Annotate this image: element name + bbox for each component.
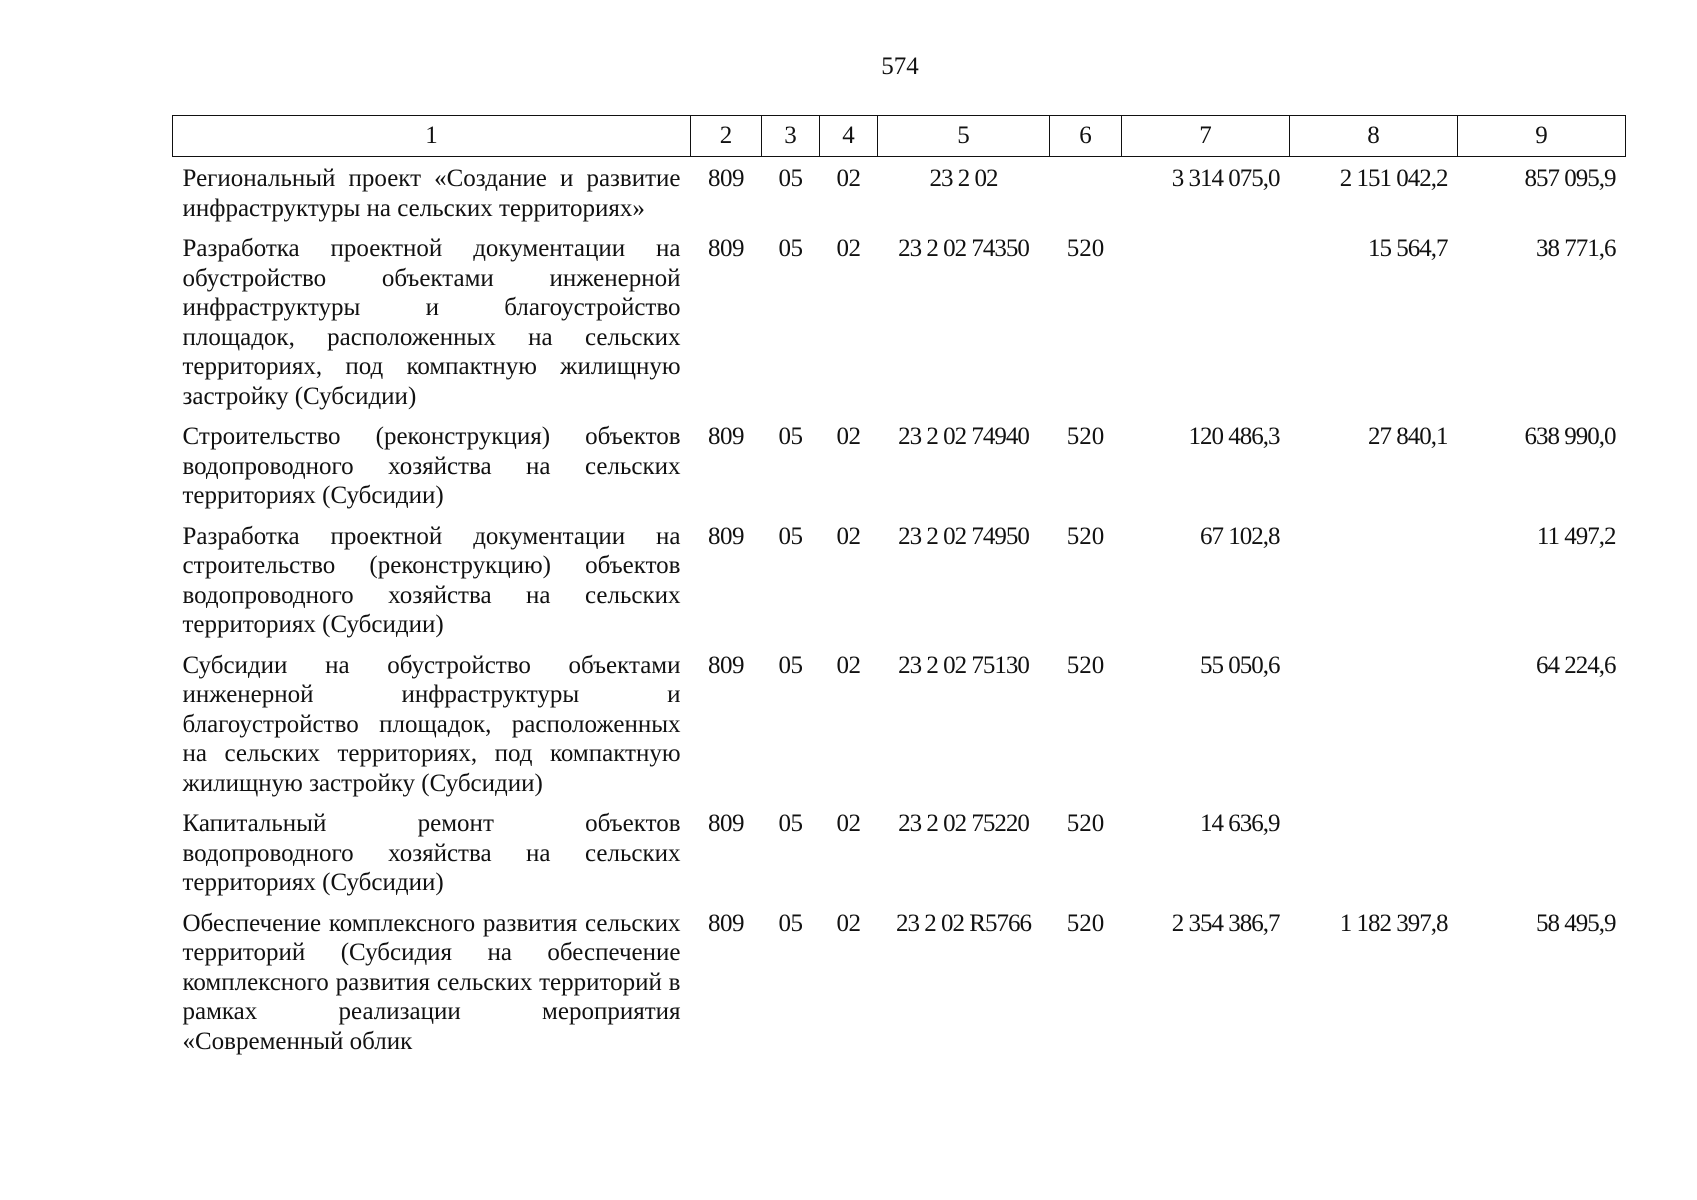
row-rz: 05 (778, 651, 803, 679)
row-name: Разработка проектной документации на строительство (реконструкцию) объектов водопроводного хозяйства на сельских территориях (Субсидии) (182, 522, 681, 638)
row-pr: 02 (836, 909, 861, 937)
row-vr (1050, 157, 1122, 228)
row-value-9: 857 095,9 (1524, 165, 1616, 192)
column-header: 3 (762, 116, 820, 157)
row-csr: 23 2 02 75220 (898, 810, 1029, 837)
page-number: 574 (881, 53, 919, 80)
row-value-9: 64 224,6 (1536, 651, 1616, 679)
column-number-header-row (173, 116, 1626, 157)
row-grbs: 809 (708, 810, 744, 837)
table-row (173, 415, 1626, 515)
row-grbs: 809 (708, 165, 744, 192)
row-rz: 05 (778, 522, 803, 550)
row-grbs: 809 (708, 423, 744, 450)
row-name: Обеспечение комплексного развития сельских территорий (Субсидия на обеспечение комплексного развития сельских территорий в рамках реализации мероприятия «Современный облик (182, 909, 681, 1055)
row-vr: 520 (1066, 423, 1105, 450)
row-csr: 23 2 02 74940 (898, 423, 1029, 450)
row-value-8: 1 182 397,8 (1339, 909, 1448, 937)
row-name: Региональный проект «Создание и развитие инфраструктуры на сельских территориях» (182, 165, 681, 222)
row-value-9: 58 495,9 (1536, 909, 1616, 937)
row-value-9 (1458, 802, 1626, 902)
row-rz: 05 (778, 165, 803, 192)
row-rz: 05 (778, 810, 803, 837)
row-value-8: 2 151 042,2 (1339, 165, 1448, 192)
row-value-7: 67 102,8 (1200, 522, 1280, 550)
row-name: Строительство (реконструкция) объектов водопроводного хозяйства на сельских территориях (Субсидии) (182, 423, 681, 509)
row-value-7: 3 314 075,0 (1171, 165, 1280, 192)
row-grbs: 809 (708, 651, 744, 679)
row-vr: 520 (1066, 235, 1105, 262)
row-grbs: 809 (708, 522, 744, 550)
row-grbs: 809 (708, 235, 744, 262)
row-value-7: 120 486,3 (1188, 423, 1280, 450)
table-row (173, 802, 1626, 902)
row-value-9: 638 990,0 (1524, 423, 1616, 450)
row-csr: 23 2 02 (929, 165, 998, 192)
table-row (173, 227, 1626, 415)
row-csr: 23 2 02 74350 (898, 235, 1029, 262)
column-header: 9 (1458, 116, 1626, 157)
column-header: 7 (1122, 116, 1290, 157)
column-header: 5 (878, 116, 1050, 157)
row-value-7: 55 050,6 (1200, 651, 1280, 679)
row-value-8 (1290, 515, 1458, 644)
row-vr: 520 (1066, 522, 1105, 550)
row-name: Капитальный ремонт объектов водопроводного хозяйства на сельских территориях (Субсидии) (182, 810, 681, 896)
column-header: 1 (173, 116, 691, 157)
row-name: Субсидии на обустройство объектами инженерной инфраструктуры и благоустройство площадок, расположенных на сельских территориях, под компактную жилищную застройку (Субсидии) (182, 651, 681, 797)
row-pr: 02 (836, 810, 861, 837)
row-vr: 520 (1066, 810, 1105, 837)
row-vr: 520 (1066, 651, 1105, 679)
row-value-8 (1290, 644, 1458, 803)
row-vr: 520 (1066, 909, 1105, 937)
table-row (173, 157, 1626, 228)
row-value-8: 15 564,7 (1368, 235, 1448, 262)
row-rz: 05 (778, 235, 803, 262)
row-rz: 05 (778, 909, 803, 937)
row-grbs: 809 (708, 909, 744, 937)
row-value-9: 11 497,2 (1536, 522, 1616, 550)
row-name: Разработка проектной документации на обустройство объектами инженерной инфраструктуры и благоустройство площадок, расположенных на сельских территориях, под компактную жилищную застройку (Субсидии) (182, 235, 681, 410)
table-row (173, 515, 1626, 644)
column-header: 2 (691, 116, 762, 157)
row-csr: 23 2 02 74950 (898, 522, 1029, 550)
row-csr: 23 2 02 75130 (898, 651, 1029, 679)
table-row (173, 644, 1626, 803)
row-value-8: 27 840,1 (1368, 423, 1448, 450)
row-pr: 02 (836, 235, 861, 262)
row-pr: 02 (836, 651, 861, 679)
budget-table (172, 115, 1626, 1060)
row-value-9: 38 771,6 (1536, 235, 1616, 262)
row-pr: 02 (836, 423, 861, 450)
row-value-7: 2 354 386,7 (1171, 909, 1280, 937)
column-header: 6 (1050, 116, 1122, 157)
row-csr: 23 2 02 R5766 (896, 909, 1031, 937)
row-value-8 (1290, 802, 1458, 902)
row-value-7: 14 636,9 (1200, 810, 1280, 837)
row-pr: 02 (836, 165, 861, 192)
row-rz: 05 (778, 423, 803, 450)
row-pr: 02 (836, 522, 861, 550)
column-header: 8 (1290, 116, 1458, 157)
table-row (173, 902, 1626, 1061)
column-header: 4 (820, 116, 878, 157)
row-value-7 (1122, 227, 1290, 415)
